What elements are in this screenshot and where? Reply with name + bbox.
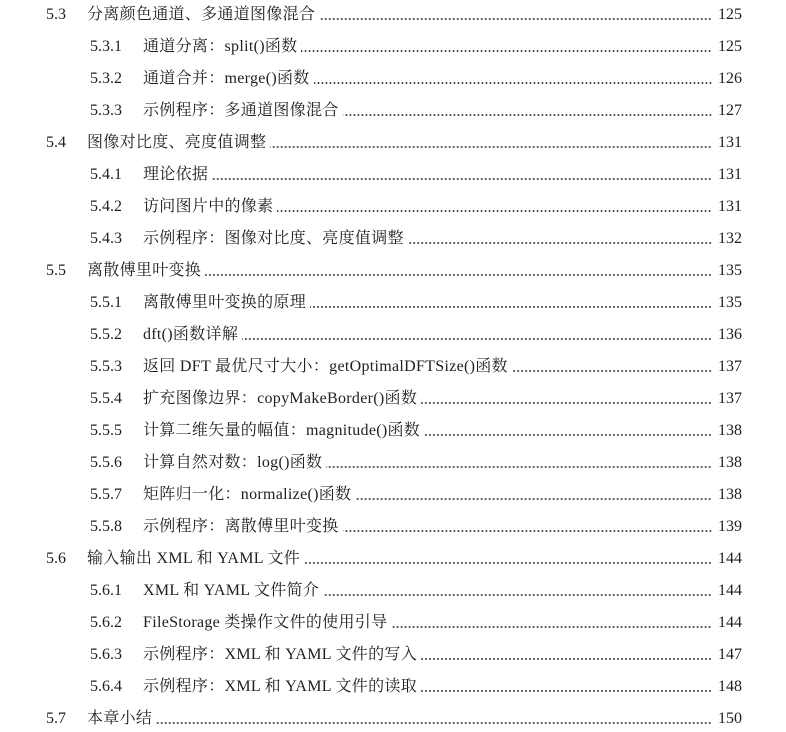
subsection-title: 离散傅里叶变换的原理 [143,294,307,311]
toc-entry-5-7[interactable] [46,707,742,731]
toc-entry-5-3[interactable] [46,3,742,27]
subsection-number: 5.4.3 [90,230,122,247]
toc-entry-5-4-1[interactable] [90,163,742,187]
dot-leader [270,146,712,148]
subsection-title: 扩充图像边界：copyMakeBorder()函数 [143,390,418,407]
subsection-title: 计算自然对数：log()函数 [143,454,323,471]
toc-entry-5-4[interactable] [46,131,742,155]
dot-leader [277,210,712,212]
section-title: 分离颜色通道、多通道图像混合 [87,6,316,23]
subsection-title: 示例程序：离散傅里叶变换 [143,518,339,535]
section-title: 离散傅里叶变换 [87,262,202,279]
dot-leader [421,658,712,660]
dot-leader [242,338,712,340]
subsection-title: XML 和 YAML 文件简介 [143,582,320,599]
subsection-title: 访问图片中的像素 [143,198,274,215]
section-number: 5.5 [46,262,66,279]
subsection-number: 5.3.3 [90,102,122,119]
toc-entry-5-6[interactable] [46,547,742,571]
page-number: 150 [718,710,742,727]
page-number: 131 [718,198,742,215]
dot-leader [156,722,712,724]
page-number: 144 [718,550,742,567]
section-number: 5.6 [46,550,66,567]
toc-entry-5-5-8[interactable] [90,515,742,539]
dot-leader [301,50,712,52]
page-number: 132 [718,230,742,247]
dot-leader [212,178,712,180]
subsection-title: 通道分离：split()函数 [143,38,298,55]
page-number: 135 [718,294,742,311]
dot-leader [355,498,712,500]
page-number: 131 [718,166,742,183]
toc-entry-5-5-6[interactable] [90,451,742,475]
toc-entry-5-6-3[interactable] [90,643,742,667]
subsection-number: 5.3.2 [90,70,122,87]
subsection-number: 5.6.1 [90,582,122,599]
toc-entry-5-6-1[interactable] [90,579,742,603]
toc-entry-5-5-7[interactable] [90,483,742,507]
subsection-number: 5.5.8 [90,518,122,535]
page-number: 126 [718,70,742,87]
toc-entry-5-3-2[interactable] [90,67,742,91]
subsection-number: 5.4.1 [90,166,122,183]
section-title: 输入输出 XML 和 YAML 文件 [87,550,301,567]
toc-entry-5-5-4[interactable] [90,387,742,411]
subsection-number: 5.5.4 [90,390,122,407]
dot-leader [512,370,712,372]
subsection-number: 5.6.2 [90,614,122,631]
section-number: 5.4 [46,134,66,151]
dot-leader [205,274,712,276]
toc-entry-5-3-1[interactable] [90,35,742,59]
dot-leader [421,402,712,404]
toc-entry-5-4-3[interactable] [90,227,742,251]
dot-leader [304,562,712,564]
section-number: 5.3 [46,6,66,23]
subsection-number: 5.3.1 [90,38,122,55]
section-number: 5.7 [46,710,66,727]
subsection-title: 示例程序：XML 和 YAML 文件的读取 [143,678,418,695]
subsection-title: 示例程序：XML 和 YAML 文件的写入 [143,646,418,663]
subsection-title: 示例程序：图像对比度、亮度值调整 [143,230,404,247]
toc-entry-5-5[interactable] [46,259,742,283]
section-title: 本章小结 [87,710,153,727]
page-number: 144 [718,614,742,631]
toc-entry-5-6-2[interactable] [90,611,742,635]
subsection-number: 5.5.5 [90,422,122,439]
subsection-title: FileStorage 类操作文件的使用引导 [143,614,388,631]
subsection-title: 理论依据 [143,166,209,183]
page-number: 131 [718,134,742,151]
dot-leader [319,18,712,20]
dot-leader [323,594,712,596]
dot-leader [391,626,712,628]
subsection-title: 返回 DFT 最优尺寸大小：getOptimalDFTSize()函数 [143,358,508,375]
toc-entry-5-5-2[interactable] [90,323,742,347]
subsection-title: dft()函数详解 [143,326,239,343]
dot-leader [310,306,712,308]
page-number: 137 [718,390,742,407]
page-number: 147 [718,646,742,663]
page-number: 138 [718,486,742,503]
subsection-number: 5.5.3 [90,358,122,375]
toc-entry-5-5-3[interactable] [90,355,742,379]
page-number: 125 [718,6,742,23]
dot-leader [343,114,712,116]
page-number: 135 [718,262,742,279]
dot-leader [408,242,712,244]
dot-leader [343,530,712,532]
page-number: 144 [718,582,742,599]
dot-leader [326,466,712,468]
subsection-number: 5.5.2 [90,326,122,343]
dot-leader [314,82,712,84]
toc-entry-5-6-4[interactable] [90,675,742,699]
subsection-title: 示例程序：多通道图像混合 [143,102,339,119]
dot-leader [421,690,712,692]
page-number: 137 [718,358,742,375]
dot-leader [424,434,712,436]
toc-entry-5-3-3[interactable] [90,99,742,123]
section-title: 图像对比度、亮度值调整 [87,134,267,151]
page-number: 127 [718,102,742,119]
page-number: 125 [718,38,742,55]
page-number: 136 [718,326,742,343]
subsection-number: 5.5.7 [90,486,122,503]
toc-entry-5-5-5[interactable] [90,419,742,443]
subsection-number: 5.4.2 [90,198,122,215]
page-number: 139 [718,518,742,535]
subsection-title: 通道合并：merge()函数 [143,70,310,87]
subsection-number: 5.5.6 [90,454,122,471]
page-number: 138 [718,422,742,439]
subsection-number: 5.5.1 [90,294,122,311]
subsection-number: 5.6.4 [90,678,122,695]
page-number: 148 [718,678,742,695]
subsection-title: 矩阵归一化：normalize()函数 [143,486,352,503]
toc-entry-5-4-2[interactable] [90,195,742,219]
subsection-number: 5.6.3 [90,646,122,663]
toc-entry-5-5-1[interactable] [90,291,742,315]
subsection-title: 计算二维矢量的幅值：magnitude()函数 [143,422,421,439]
page-number: 138 [718,454,742,471]
